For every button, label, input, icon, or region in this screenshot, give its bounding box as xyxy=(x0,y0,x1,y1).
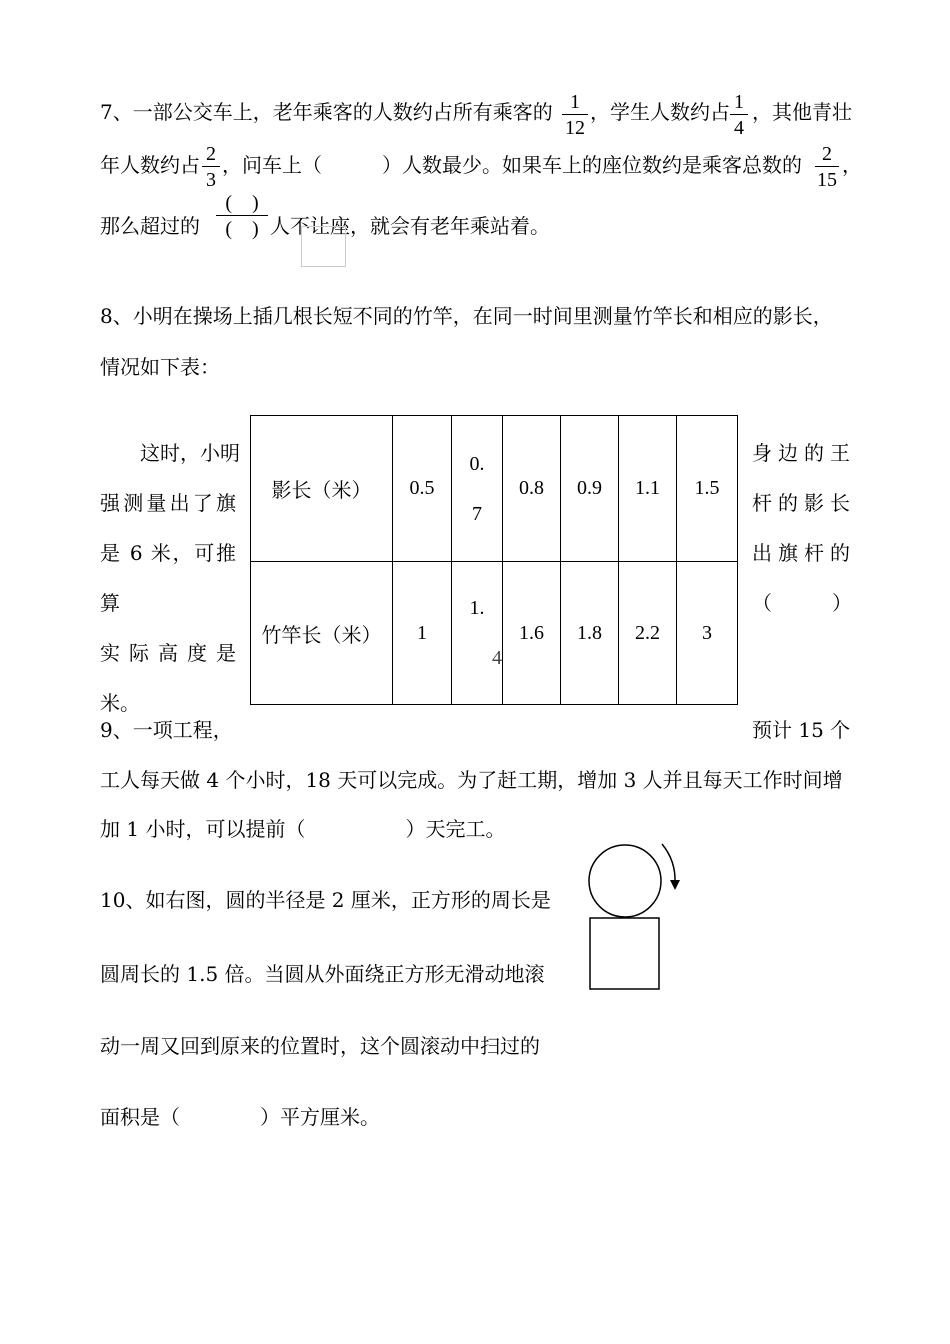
q8-right-text-column xyxy=(752,428,850,628)
blank-fraction xyxy=(216,193,268,239)
table-cell: 0.5 xyxy=(393,416,452,562)
wrap-line: 身边的王 xyxy=(752,441,850,465)
fraction-one-twelfth xyxy=(562,92,588,138)
table-cell: 2.2 xyxy=(619,562,677,705)
fraction-two-thirds xyxy=(202,144,220,190)
row-header: 影长（米） xyxy=(251,416,393,562)
fraction-denominator: 4 xyxy=(734,117,744,139)
fraction-denominator: 3 xyxy=(206,169,216,191)
fraction-one-quarter xyxy=(730,92,748,138)
blank-denominator: ( ) xyxy=(225,218,259,240)
row-header: 竹竿长（米） xyxy=(251,562,393,705)
q9-line2: 工人每天做 4 个小时，18 天可以完成。为了赶工期，增加 3 人并且每天工作时间增 xyxy=(100,768,843,792)
q7-line3-text-a: 那么超过的 xyxy=(100,214,200,238)
wrap-line: 出旗杆的 xyxy=(752,541,850,565)
q7-line1-text-c: ，其他青壮 xyxy=(752,100,852,124)
q8-left-text-column xyxy=(100,428,240,728)
fraction-two-fifteenths xyxy=(815,144,839,190)
table-cell: 0.9 xyxy=(561,416,619,562)
wrap-line: （ ） xyxy=(752,591,852,615)
fraction-numerator: 1 xyxy=(562,92,588,115)
table-cell: 3 xyxy=(677,562,738,705)
q10-line4: 面积是（ ）平方厘米。 xyxy=(100,1105,380,1129)
table-cell: 1. 4 xyxy=(452,562,503,705)
wrap-line: 杆的影长 xyxy=(752,491,850,515)
fraction-denominator: 15 xyxy=(817,169,837,191)
q7-line1-text-b: ，学生人数约占 xyxy=(590,100,730,124)
rotation-arrow-icon xyxy=(662,844,675,883)
table-cell: 0.8 xyxy=(503,416,561,562)
table-cell: 1.1 xyxy=(619,416,677,562)
q10-line1: 10、如右图，圆的半径是 2 厘米，正方形的周长是 xyxy=(100,888,551,912)
empty-answer-box xyxy=(301,226,346,267)
fraction-numerator: 2 xyxy=(202,144,220,167)
q7-line1-text-a: 7、一部公交车上，老年乘客的人数约占所有乘客的 xyxy=(100,100,553,124)
q7-line2-text-b: ，问车上（ ）人数最少。如果车上的座位数约是乘客总数的 xyxy=(222,153,802,177)
wrap-line: 是 6 米，可推算 xyxy=(100,541,236,615)
q10-line2: 圆周长的 1.5 倍。当圆从外面绕正方形无滑动地滚 xyxy=(100,962,545,986)
table-cell: 1.6 xyxy=(503,562,561,705)
q7-line2-text-a: 年人数约占 xyxy=(100,153,200,177)
table-row-pole xyxy=(251,562,738,705)
q7-line3-text-b: 人不让座，就会有老年乘站着。 xyxy=(270,214,550,238)
square-shape xyxy=(590,918,659,989)
wrap-line: 米。 xyxy=(100,691,140,715)
q9-line1-text-b: 预计 15 个 xyxy=(752,718,851,742)
q9-line1-text-a: 9、一项工程， xyxy=(100,718,233,742)
wrap-line: 强测量出了旗 xyxy=(100,491,236,515)
q10-line3: 动一周又回到原来的位置时，这个圆滚动中扫过的 xyxy=(100,1034,540,1058)
q8-line2: 情况如下表： xyxy=(100,355,220,379)
q9-line3: 加 1 小时，可以提前（ ）天完工。 xyxy=(100,817,506,841)
circle-square-figure xyxy=(580,835,690,1000)
table-row-shadow xyxy=(251,416,738,562)
q7-line2-text-c: ， xyxy=(842,153,862,177)
rolling-circle xyxy=(589,845,661,917)
wrap-line: 这时，小明 xyxy=(140,441,240,465)
table-cell: 0. 7 xyxy=(452,416,503,562)
arrow-head-icon xyxy=(670,880,680,890)
table-cell: 1.8 xyxy=(561,562,619,705)
table-cell: 1 xyxy=(393,562,452,705)
table-cell: 1.5 xyxy=(677,416,738,562)
fraction-denominator: 12 xyxy=(565,117,585,139)
wrap-line: 实际高度是 xyxy=(100,641,236,665)
q8-line1: 8、小明在操场上插几根长短不同的竹竿，在同一时间里测量竹竿长和相应的影长， xyxy=(100,304,833,328)
blank-numerator: ( ) xyxy=(216,193,268,216)
shadow-length-table xyxy=(250,415,738,705)
fraction-numerator: 2 xyxy=(815,144,839,167)
fraction-numerator: 1 xyxy=(730,92,748,115)
